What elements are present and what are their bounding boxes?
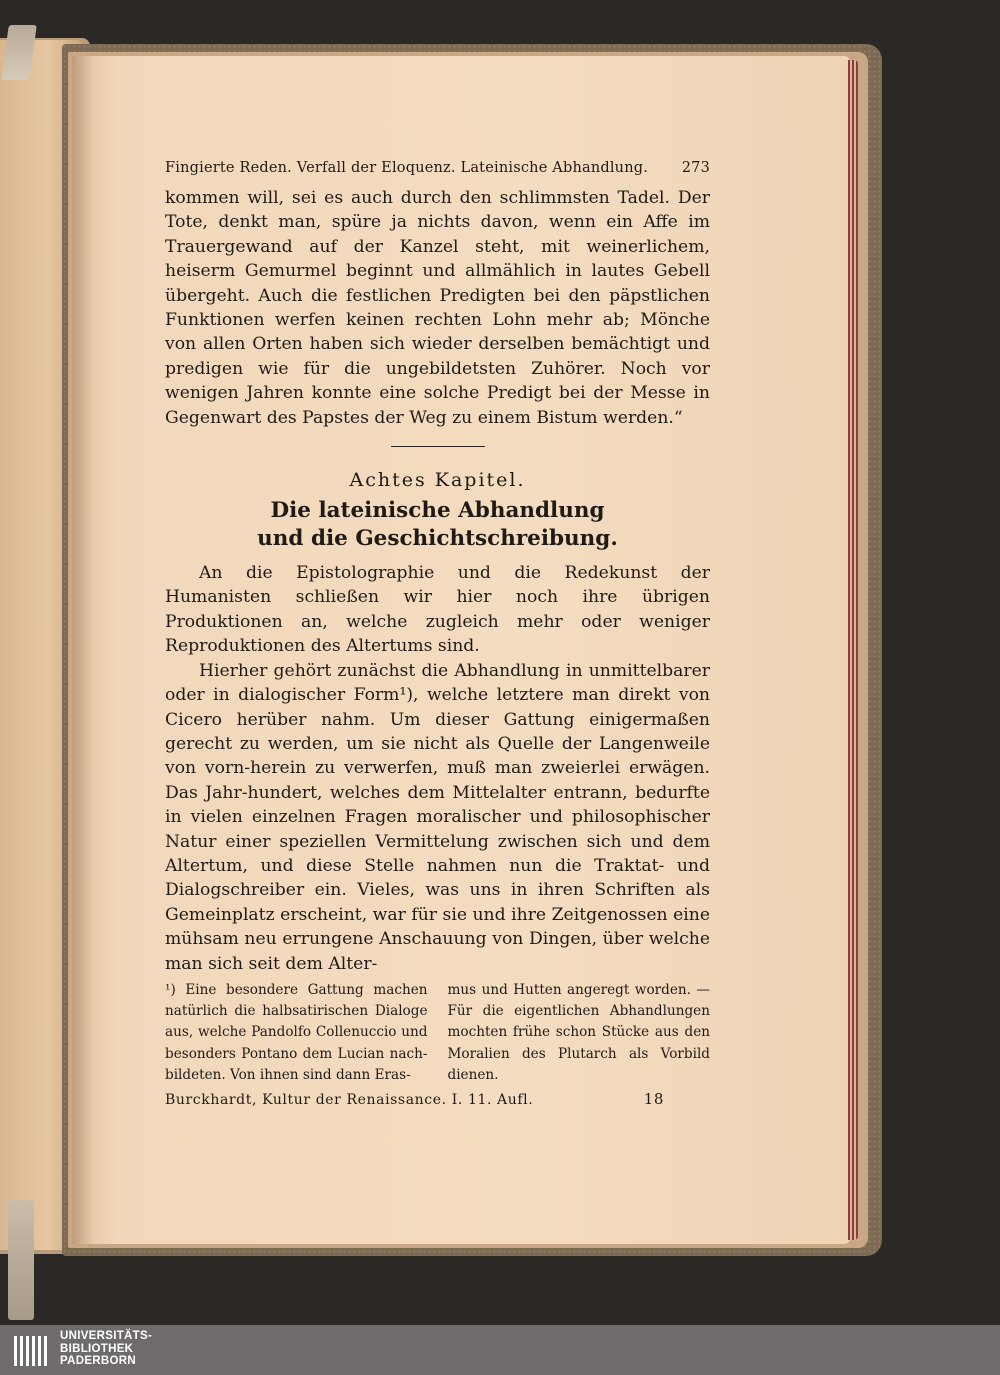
logo-line: UNIVERSITÄTS-: [60, 1330, 153, 1342]
bookmark-ribbon-bottom: [8, 1200, 34, 1320]
footnotes: [165, 980, 710, 1086]
body-text-main: [165, 561, 710, 976]
footnote-text: ¹) Eine besondere Gattung machen natürlich die halbsatirischen Dialoge aus, welche Pandolfo Collenuccio und besonders Pontano dem Lucian nach-bildeten. Von ihnen sind dann Eras-: [165, 981, 428, 1083]
logo-line: PADERBORN: [60, 1355, 136, 1367]
footnote-column-left: [165, 980, 428, 1086]
page-footer: [165, 1090, 710, 1108]
page-edges: [848, 60, 858, 1240]
chapter-label: Achtes Kapitel.: [349, 469, 526, 492]
page-number: 273: [681, 160, 710, 176]
body-text-top: [165, 186, 710, 430]
chapter-title-line: und die Geschichtschreibung.: [257, 526, 618, 552]
paragraph: Hierher gehört zunächst die Abhandlung in unmittelbarer oder in dialogischer Form¹), welche letztere man direkt von Cicero herüber nahm. Um dieser Gattung einigermaßen gerecht zu werden, um sie nicht als Quelle der Langenweile von vorn-herein zu verwerfen, muß man zweierlei erwägen. Das Jahr-hundert, welches dem Mittelalter entrann, bedurfte in vielen einzelnen Fragen moralischer und philosophischer Natur einer speziellen Vermittelung zwischen sich und dem Altertum, und diese Stelle nahmen nun die Traktat- und Dialogschreiber ein. Vieles, was uns in ihren Schriften als Gemeinplatz erscheint, war für sie und ihre Zeitgenossen eine mühsam neu errungene Anschauung von Dingen, über welche man sich seit dem Alter-: [165, 660, 710, 974]
library-logo-bar: [0, 1325, 1000, 1375]
chapter-title-line: Die lateinische Abhandlung: [270, 498, 605, 524]
running-head: [165, 160, 710, 186]
page-gutter-shadow: [72, 56, 94, 1244]
running-head-title: Fingierte Reden. Verfall der Eloquenz. Lateinische Abhandlung.: [165, 160, 649, 176]
chapter-title: [165, 497, 710, 553]
section-divider: [391, 446, 485, 447]
library-logo-icon: [12, 1334, 48, 1368]
footnote-column-right: [448, 980, 711, 1086]
logo-line: BIBLIOTHEK: [60, 1342, 134, 1355]
page-content: [165, 160, 710, 1108]
imprint-line: Burckhardt, Kultur der Renaissance. I. 11. Aufl.: [165, 1091, 534, 1108]
paragraph: kommen will, sei es auch durch den schlimmsten Tadel. Der Tote, denkt man, spüre ja nichts davon, wenn ein Affe im Trauergewand auf der Kanzel steht, mit weinerlichem, heiserm Gemurmel beginnt und allmählich in lautes Gebell übergeht. Auch die festlichen Predigten bei den päpstlichen Funktionen werfen keinen rechten Lohn mehr ab; Mönche von allen Orten haben sich wieder derselben bemächtigt und predigen wie für die ungebildetsten Zuhörer. Noch vor wenigen Jahren konnte eine solche Predigt bei der Messe in Gegenwart des Papstes der Weg zu einem Bistum werden.“: [165, 188, 710, 428]
signature-mark: 18: [643, 1089, 664, 1108]
library-logo-text: [60, 1330, 152, 1368]
paragraph: An die Epistolographie und die Redekunst der Humanisten schließen wir hier noch ihre übrigen Produktionen an, welche zugleich mehr oder weniger Reproduktionen des Altertums sind.: [165, 563, 710, 657]
footnote-text: mus und Hutten angeregt worden. — Für die eigentlichen Abhandlungen mochten frühe schon Stücke aus den Moralien des Plutarch als Vorbild dienen.: [447, 981, 710, 1083]
